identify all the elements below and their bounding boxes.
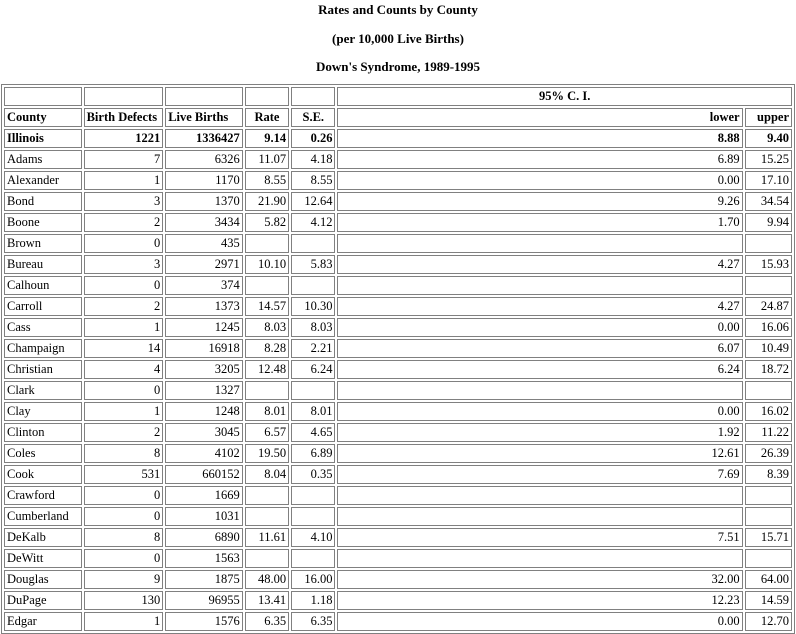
cell-rate: 6.35 [245, 612, 289, 631]
page-title: Rates and Counts by County [318, 2, 478, 17]
col-header-lower: lower [337, 108, 742, 127]
cell-live-births: 2971 [165, 255, 243, 274]
cell-county: Champaign [4, 339, 82, 358]
cell-lower: 1.70 [337, 213, 742, 232]
table-row [4, 486, 792, 505]
cell-rate: 6.57 [245, 423, 289, 442]
cell-se: 4.12 [291, 213, 335, 232]
cell-upper [745, 276, 792, 295]
cell-county: Alexander [4, 171, 82, 190]
cell-live-births: 374 [165, 276, 243, 295]
cell-lower: 0.00 [337, 612, 742, 631]
table-row [4, 360, 792, 379]
cell-live-births: 3045 [165, 423, 243, 442]
cell-se: 6.35 [291, 612, 335, 631]
cell-upper: 14.59 [745, 591, 792, 610]
cell-live-births: 435 [165, 234, 243, 253]
cell-county: Cass [4, 318, 82, 337]
cell-live-births: 6890 [165, 528, 243, 547]
cell-live-births: 1031 [165, 507, 243, 526]
cell-se: 0.35 [291, 465, 335, 484]
cell-upper: 9.94 [745, 213, 792, 232]
cell-lower: 1.92 [337, 423, 742, 442]
table-row [4, 507, 792, 526]
cell-se: 12.64 [291, 192, 335, 211]
cell-county: Carroll [4, 297, 82, 316]
cell-county: Cumberland [4, 507, 82, 526]
cell-rate: 21.90 [245, 192, 289, 211]
table-row [4, 612, 792, 631]
table-row [4, 591, 792, 610]
cell-se: 0.26 [291, 129, 335, 148]
table-row [4, 192, 792, 211]
cell-upper: 26.39 [745, 444, 792, 463]
cell-birth-defects: 3 [84, 255, 164, 274]
cell-se [291, 381, 335, 400]
cell-se: 16.00 [291, 570, 335, 589]
page-subtitle-2: Down's Syndrome, 1989-1995 [315, 59, 481, 74]
cell-birth-defects: 0 [84, 507, 164, 526]
cell-lower: 6.24 [337, 360, 742, 379]
column-header-row [4, 108, 792, 127]
cell-lower: 12.23 [337, 591, 742, 610]
cell-upper [745, 234, 792, 253]
cell-upper: 8.39 [745, 465, 792, 484]
cell-county: DuPage [4, 591, 82, 610]
cell-birth-defects: 9 [84, 570, 164, 589]
cell-county: Clark [4, 381, 82, 400]
cell-county: Edgar [4, 612, 82, 631]
cell-birth-defects: 8 [84, 528, 164, 547]
cell-rate: 10.10 [245, 255, 289, 274]
cell-county: DeWitt [4, 549, 82, 568]
cell-birth-defects: 0 [84, 486, 164, 505]
cell-se: 10.30 [291, 297, 335, 316]
cell-upper: 64.00 [745, 570, 792, 589]
cell-birth-defects: 7 [84, 150, 164, 169]
col-header-live-births: Live Births [165, 108, 243, 127]
cell-live-births: 3205 [165, 360, 243, 379]
cell-se [291, 507, 335, 526]
cell-lower: 7.51 [337, 528, 742, 547]
cell-upper: 12.70 [745, 612, 792, 631]
cell-se [291, 276, 335, 295]
blank-cell [245, 87, 289, 106]
cell-live-births: 96955 [165, 591, 243, 610]
cell-rate [245, 381, 289, 400]
table-row [4, 444, 792, 463]
cell-se: 1.18 [291, 591, 335, 610]
table-row [4, 339, 792, 358]
cell-rate: 8.55 [245, 171, 289, 190]
cell-live-births: 660152 [165, 465, 243, 484]
cell-upper: 15.25 [745, 150, 792, 169]
table-row [4, 381, 792, 400]
cell-lower: 32.00 [337, 570, 742, 589]
table-row [4, 150, 792, 169]
cell-birth-defects: 130 [84, 591, 164, 610]
cell-live-births: 1248 [165, 402, 243, 421]
table-row [4, 402, 792, 421]
cell-live-births: 1245 [165, 318, 243, 337]
cell-upper [745, 381, 792, 400]
cell-lower: 6.89 [337, 150, 742, 169]
cell-birth-defects: 0 [84, 276, 164, 295]
table-row [4, 234, 792, 253]
cell-birth-defects: 3 [84, 192, 164, 211]
table-row [4, 255, 792, 274]
table-row [4, 549, 792, 568]
cell-birth-defects: 1 [84, 612, 164, 631]
cell-rate: 11.07 [245, 150, 289, 169]
cell-upper: 18.72 [745, 360, 792, 379]
cell-lower: 8.88 [337, 129, 742, 148]
cell-se: 6.24 [291, 360, 335, 379]
cell-county: Douglas [4, 570, 82, 589]
cell-live-births: 1327 [165, 381, 243, 400]
ci-header-row [4, 87, 792, 106]
cell-rate: 8.28 [245, 339, 289, 358]
cell-upper: 16.02 [745, 402, 792, 421]
cell-live-births: 4102 [165, 444, 243, 463]
cell-rate [245, 486, 289, 505]
cell-upper: 17.10 [745, 171, 792, 190]
table-row [4, 465, 792, 484]
blank-cell [291, 87, 335, 106]
table-row [4, 129, 792, 148]
cell-lower: 4.27 [337, 297, 742, 316]
cell-live-births: 1576 [165, 612, 243, 631]
cell-birth-defects: 0 [84, 381, 164, 400]
cell-lower: 0.00 [337, 171, 742, 190]
cell-lower: 6.07 [337, 339, 742, 358]
col-header-upper: upper [745, 108, 792, 127]
cell-se: 6.89 [291, 444, 335, 463]
cell-rate: 14.57 [245, 297, 289, 316]
cell-live-births: 16918 [165, 339, 243, 358]
table-row [4, 570, 792, 589]
cell-rate [245, 234, 289, 253]
table-row [4, 297, 792, 316]
cell-rate [245, 549, 289, 568]
cell-rate: 13.41 [245, 591, 289, 610]
cell-se [291, 549, 335, 568]
cell-upper: 24.87 [745, 297, 792, 316]
blank-cell [84, 87, 164, 106]
page-subtitle: (per 10,000 Live Births) [332, 31, 464, 46]
cell-birth-defects: 1 [84, 318, 164, 337]
cell-county: Calhoun [4, 276, 82, 295]
cell-birth-defects: 8 [84, 444, 164, 463]
cell-rate [245, 507, 289, 526]
cell-birth-defects: 2 [84, 213, 164, 232]
cell-county: Brown [4, 234, 82, 253]
cell-birth-defects: 1 [84, 171, 164, 190]
cell-live-births: 3434 [165, 213, 243, 232]
cell-rate: 5.82 [245, 213, 289, 232]
cell-lower [337, 234, 742, 253]
cell-birth-defects: 1 [84, 402, 164, 421]
table-row [4, 171, 792, 190]
cell-live-births: 1336427 [165, 129, 243, 148]
cell-county: Illinois [4, 129, 82, 148]
cell-live-births: 1170 [165, 171, 243, 190]
cell-lower [337, 276, 742, 295]
cell-se [291, 486, 335, 505]
cell-lower: 9.26 [337, 192, 742, 211]
cell-upper: 10.49 [745, 339, 792, 358]
table-row [4, 528, 792, 547]
cell-se: 8.03 [291, 318, 335, 337]
cell-birth-defects: 531 [84, 465, 164, 484]
table-row [4, 318, 792, 337]
cell-rate [245, 276, 289, 295]
cell-se: 8.01 [291, 402, 335, 421]
cell-county: DeKalb [4, 528, 82, 547]
cell-county: Clay [4, 402, 82, 421]
cell-lower [337, 549, 742, 568]
cell-rate: 8.03 [245, 318, 289, 337]
cell-county: Bureau [4, 255, 82, 274]
county-rates-table [1, 84, 795, 634]
cell-birth-defects: 4 [84, 360, 164, 379]
cell-rate: 48.00 [245, 570, 289, 589]
cell-live-births: 1669 [165, 486, 243, 505]
blank-cell [165, 87, 243, 106]
cell-lower: 7.69 [337, 465, 742, 484]
cell-se: 8.55 [291, 171, 335, 190]
cell-county: Adams [4, 150, 82, 169]
col-header-birth-defects: Birth Defects [84, 108, 164, 127]
cell-lower [337, 507, 742, 526]
cell-rate: 12.48 [245, 360, 289, 379]
cell-county: Crawford [4, 486, 82, 505]
cell-upper: 11.22 [745, 423, 792, 442]
cell-live-births: 1370 [165, 192, 243, 211]
cell-live-births: 1563 [165, 549, 243, 568]
cell-lower: 12.61 [337, 444, 742, 463]
cell-upper: 16.06 [745, 318, 792, 337]
cell-se [291, 234, 335, 253]
cell-lower [337, 486, 742, 505]
cell-lower: 0.00 [337, 402, 742, 421]
cell-upper [745, 549, 792, 568]
cell-birth-defects: 1221 [84, 129, 164, 148]
cell-upper: 15.71 [745, 528, 792, 547]
cell-rate: 11.61 [245, 528, 289, 547]
cell-county: Cook [4, 465, 82, 484]
col-header-se: S.E. [291, 108, 335, 127]
cell-rate: 9.14 [245, 129, 289, 148]
cell-birth-defects: 0 [84, 234, 164, 253]
cell-upper: 9.40 [745, 129, 792, 148]
cell-county: Bond [4, 192, 82, 211]
cell-rate: 19.50 [245, 444, 289, 463]
cell-birth-defects: 2 [84, 297, 164, 316]
cell-se: 4.18 [291, 150, 335, 169]
cell-live-births: 1875 [165, 570, 243, 589]
cell-county: Christian [4, 360, 82, 379]
cell-rate: 8.04 [245, 465, 289, 484]
cell-se: 4.65 [291, 423, 335, 442]
col-header-county: County [4, 108, 82, 127]
cell-upper: 34.54 [745, 192, 792, 211]
cell-county: Coles [4, 444, 82, 463]
col-header-rate: Rate [245, 108, 289, 127]
cell-county: Clinton [4, 423, 82, 442]
blank-cell [4, 87, 82, 106]
cell-lower [337, 381, 742, 400]
table-row [4, 213, 792, 232]
cell-se: 4.10 [291, 528, 335, 547]
cell-live-births: 6326 [165, 150, 243, 169]
cell-lower: 0.00 [337, 318, 742, 337]
cell-live-births: 1373 [165, 297, 243, 316]
cell-birth-defects: 14 [84, 339, 164, 358]
cell-se: 2.21 [291, 339, 335, 358]
cell-se: 5.83 [291, 255, 335, 274]
cell-birth-defects: 2 [84, 423, 164, 442]
cell-county: Boone [4, 213, 82, 232]
ci-header: 95% C. I. [337, 87, 792, 106]
cell-upper [745, 486, 792, 505]
cell-lower: 4.27 [337, 255, 742, 274]
cell-upper [745, 507, 792, 526]
cell-birth-defects: 0 [84, 549, 164, 568]
table-row [4, 276, 792, 295]
cell-upper: 15.93 [745, 255, 792, 274]
table-row [4, 423, 792, 442]
cell-rate: 8.01 [245, 402, 289, 421]
